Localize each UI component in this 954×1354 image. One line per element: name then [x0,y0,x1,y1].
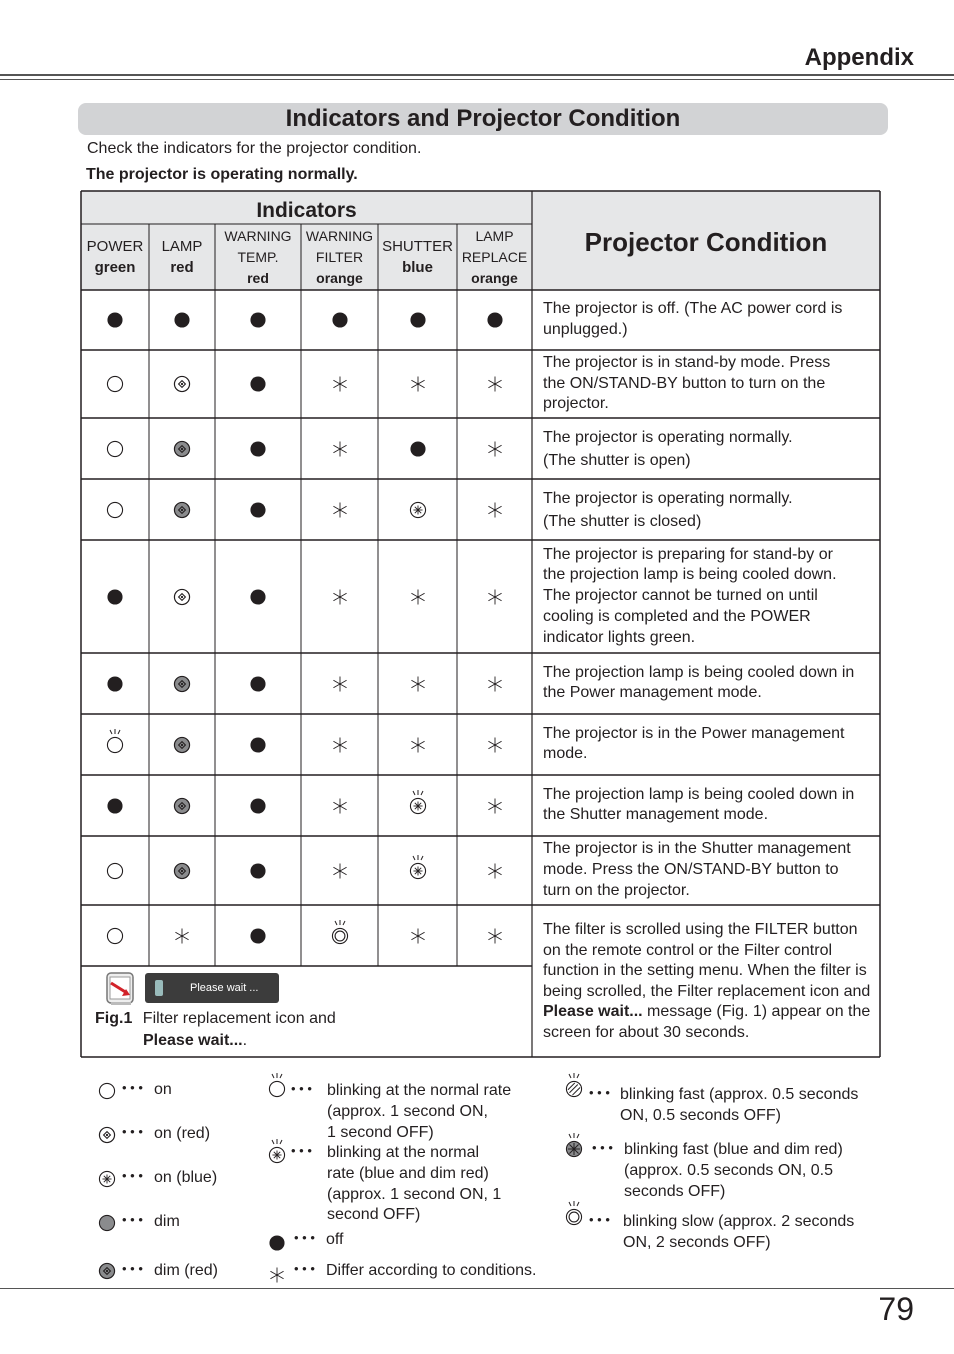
legend-line: ON, 0.5 seconds OFF) [620,1106,781,1124]
off-indicator-icon [249,854,267,885]
differ-indicator-icon [331,789,349,820]
differ-indicator-icon [331,493,349,524]
off-indicator-icon [331,303,349,334]
legend-description [154,1212,180,1233]
legend-description [326,1261,536,1282]
hourglass-icon [155,980,163,996]
legend-line: off [326,1231,344,1248]
legend-line: (approx. 0.5 seconds ON, 0.5 [624,1161,833,1179]
condition-line: cooling is completed and the POWER [543,607,811,625]
projector-condition-text [543,920,879,1043]
legend-line: ON, 2 seconds OFF) [623,1233,771,1251]
legend-line: dim (red) [154,1262,219,1279]
differ-indicator-icon [486,919,504,950]
condition-line: mode. [543,745,588,763]
figure-caption [95,1008,336,1051]
condition-part: The filter is scrolled using the FILTER button on the remote control or the Filter control function in the setting menu. When the filter is being scrolled, the Filter replacement icon and [543,921,871,1000]
condition-line: The projector is in the Shutter management [543,840,851,858]
legend-dots: • • • [122,1168,143,1183]
legend-line: on (red) [154,1125,211,1142]
legend-dots: • • • [122,1261,143,1276]
off-indicator-icon [249,580,267,611]
column-header-color: blue [402,259,433,276]
differ-indicator-icon [409,367,427,398]
condition-heading: Projector Condition [584,227,828,257]
legend-dots: • • • [122,1212,143,1227]
off-indicator-icon [409,303,427,334]
legend-dots: • • • [294,1230,315,1245]
dim-red-legend-icon [98,1254,116,1285]
off-indicator-icon [173,303,191,334]
dim-red-indicator-icon [173,728,191,759]
column-header-color: orange [471,269,518,286]
off-indicator-icon [106,580,124,611]
legend-description [327,1081,511,1143]
column-header-label: SHUTTER [382,238,453,255]
projector-condition-text [543,428,879,473]
on-red-indicator-icon [173,580,191,611]
page-title: Indicators and Projector Condition [285,105,681,132]
condition-part: Please wait... [543,1003,643,1020]
column-header-label: FILTER [315,248,364,265]
blink-slow-legend-icon [565,1200,583,1231]
condition-line: The projection lamp is being cooled down in [543,785,855,803]
blink-slow-indicator-icon [331,919,349,950]
legend-dots: • • • [589,1212,610,1227]
figure-label: Fig.1 [95,1010,133,1027]
legend-description [624,1140,843,1202]
column-header-label: WARNING [224,227,292,244]
legend-line: blinking fast (blue and dim red) [624,1141,843,1158]
condition-line: the ON/STAND-BY button to turn on the [543,374,826,392]
off-indicator-icon [486,303,504,334]
legend-dots: • • • [291,1081,312,1096]
column-header-label: WARNING [305,227,374,244]
column-header [81,236,149,278]
differ-indicator-icon [409,580,427,611]
projector-condition-text [543,839,879,901]
differ-indicator-icon [409,728,427,759]
on-blue-legend-icon [98,1162,116,1193]
legend-line: second OFF) [327,1206,421,1224]
condition-line: The projector is in stand-by mode. Press [543,353,831,371]
legend-dots: • • • [122,1124,143,1139]
off-indicator-icon [106,303,124,334]
projector-condition-text [543,353,879,415]
off-indicator-icon [249,667,267,698]
off-indicator-icon [249,432,267,463]
on-indicator-icon [106,919,124,950]
column-header-color: red [247,269,269,286]
condition-line: The projector is off. (The AC power cord is [543,300,843,318]
differ-indicator-icon [486,854,504,885]
legend-line: on [154,1081,172,1098]
column-header-label: LAMP [161,238,203,255]
filter-replacement-icon [105,969,137,1012]
differ-indicator-icon [331,367,349,398]
differ-indicator-icon [331,580,349,611]
differ-legend-icon [268,1258,286,1289]
legend-dots: • • • [291,1143,312,1158]
differ-indicator-icon [486,580,504,611]
off-legend-icon [268,1226,286,1257]
condition-line: The projector is preparing for stand-by or [543,545,833,563]
legend-description [154,1168,217,1189]
legend-dots: • • • [294,1261,315,1276]
figure-caption-tail: . [242,1031,248,1049]
legend-description [154,1261,218,1282]
column-header-label: POWER [86,238,144,255]
blink-fast-blue-legend-icon [565,1132,583,1163]
differ-indicator-icon [486,728,504,759]
column-header-label: TEMP. [237,248,279,265]
legend-line: blinking slow (approx. 2 seconds [623,1213,855,1230]
legend-line: 1 second OFF) [327,1123,434,1141]
dim-red-indicator-icon [173,493,191,524]
legend-line: seconds OFF) [624,1182,726,1200]
column-header-label: REPLACE [461,248,528,265]
condition-line: projector. [543,395,609,413]
condition-line: indicator lights green. [543,628,696,646]
legend-description [327,1143,501,1226]
condition-line: The projection lamp is being cooled down in [543,663,855,681]
condition-line: The projector cannot be turned on until [543,587,818,605]
differ-indicator-icon [173,919,191,950]
legend-line: Differ according to conditions. [326,1262,537,1279]
off-indicator-icon [106,667,124,698]
column-header-color: orange [316,269,363,286]
off-indicator-icon [249,919,267,950]
projector-condition-text [543,724,879,766]
figure-caption-text: Filter replacement icon and [142,1010,336,1027]
differ-indicator-icon [331,667,349,698]
legend-line: (approx. 1 second ON, 1 [327,1185,502,1203]
legend-dots: • • • [592,1140,613,1155]
off-indicator-icon [249,728,267,759]
dim-red-indicator-icon [173,789,191,820]
legend-line: blinking at the normal rate [327,1082,512,1099]
blink-normal-indicator-icon [106,728,124,759]
legend-description [154,1080,172,1101]
legend-description [154,1124,210,1145]
projector-condition-text [543,299,879,341]
off-indicator-icon [249,493,267,524]
differ-indicator-icon [486,667,504,698]
projector-condition-text [543,489,879,534]
condition-line: mode. Press the ON/STAND-BY button to [543,861,839,879]
differ-indicator-icon [409,919,427,950]
dim-red-indicator-icon [173,667,191,698]
legend-line: blinking fast (approx. 0.5 seconds [620,1086,859,1103]
dim-red-indicator-icon [173,854,191,885]
legend-description [623,1212,854,1254]
on-indicator-icon [106,432,124,463]
on-blue-indicator-icon [409,493,427,524]
on-red-legend-icon [98,1118,116,1149]
condition-line: (The shutter is closed) [543,513,702,531]
blink-normal-blue-indicator-icon [409,854,427,885]
column-header-label: LAMP [475,227,514,244]
column-header [301,226,378,289]
blink-normal-legend-icon [268,1072,286,1103]
differ-indicator-icon [486,367,504,398]
please-wait-message [145,973,279,1003]
condition-line: The projector is operating normally. [543,428,793,446]
legend-line: blinking at the normal [327,1144,480,1161]
column-header [149,236,215,278]
projector-condition-text [543,663,879,705]
column-header-color: green [94,259,136,276]
differ-indicator-icon [486,432,504,463]
on-indicator-icon [106,367,124,398]
page-number: 79 [878,1291,914,1327]
subheading: The projector is operating normally. [86,166,358,183]
differ-indicator-icon [331,432,349,463]
differ-indicator-icon [331,854,349,885]
legend-description [620,1085,858,1127]
column-header [215,226,301,289]
figure-caption-bold: Please wait... [143,1031,243,1049]
column-header [457,226,532,289]
differ-indicator-icon [486,789,504,820]
on-red-indicator-icon [173,367,191,398]
off-indicator-icon [249,789,267,820]
legend-dots: • • • [122,1080,143,1095]
legend-description [326,1230,344,1251]
condition-line: The projector is operating normally. [543,489,793,507]
condition-line: the Power management mode. [543,684,762,702]
section-header: Appendix [804,44,914,71]
off-indicator-icon [409,432,427,463]
indicators-heading: Indicators [256,199,357,222]
bottom-rule [0,1288,954,1289]
blink-normal-blue-legend-icon [268,1138,286,1169]
column-header-color: red [170,259,194,276]
legend-line: dim [154,1213,180,1230]
legend-line: on (blue) [154,1169,218,1186]
differ-indicator-icon [486,493,504,524]
legend-line: (approx. 1 second ON, [327,1102,488,1120]
off-indicator-icon [249,367,267,398]
projector-condition-text [543,545,879,649]
condition-line: (The shutter is open) [543,452,691,470]
intro-text: Check the indicators for the projector condition. [87,140,422,157]
please-wait-text: Please wait ... [190,982,259,994]
column-header [378,236,457,278]
on-indicator-icon [106,493,124,524]
blink-fast-legend-icon [565,1072,583,1103]
dim-red-indicator-icon [173,432,191,463]
condition-line: unplugged.) [543,320,628,338]
condition-line: turn on the projector. [543,881,690,899]
projector-condition-text [543,785,879,827]
condition-part: message (Fig. 1) appear on the screen for about 30 seconds. [543,1003,871,1041]
condition-line: The projector is in the Power management [543,724,845,742]
legend-line: rate (blue and dim red) [327,1164,489,1182]
condition-line: the projection lamp is being cooled down. [543,566,837,584]
dim-legend-icon [98,1206,116,1237]
legend-dots: • • • [589,1085,610,1100]
on-legend-icon [98,1074,116,1105]
condition-line: the Shutter management mode. [543,806,769,824]
on-indicator-icon [106,854,124,885]
blink-normal-blue-indicator-icon [409,789,427,820]
differ-indicator-icon [409,667,427,698]
differ-indicator-icon [331,728,349,759]
off-indicator-icon [249,303,267,334]
off-indicator-icon [106,789,124,820]
